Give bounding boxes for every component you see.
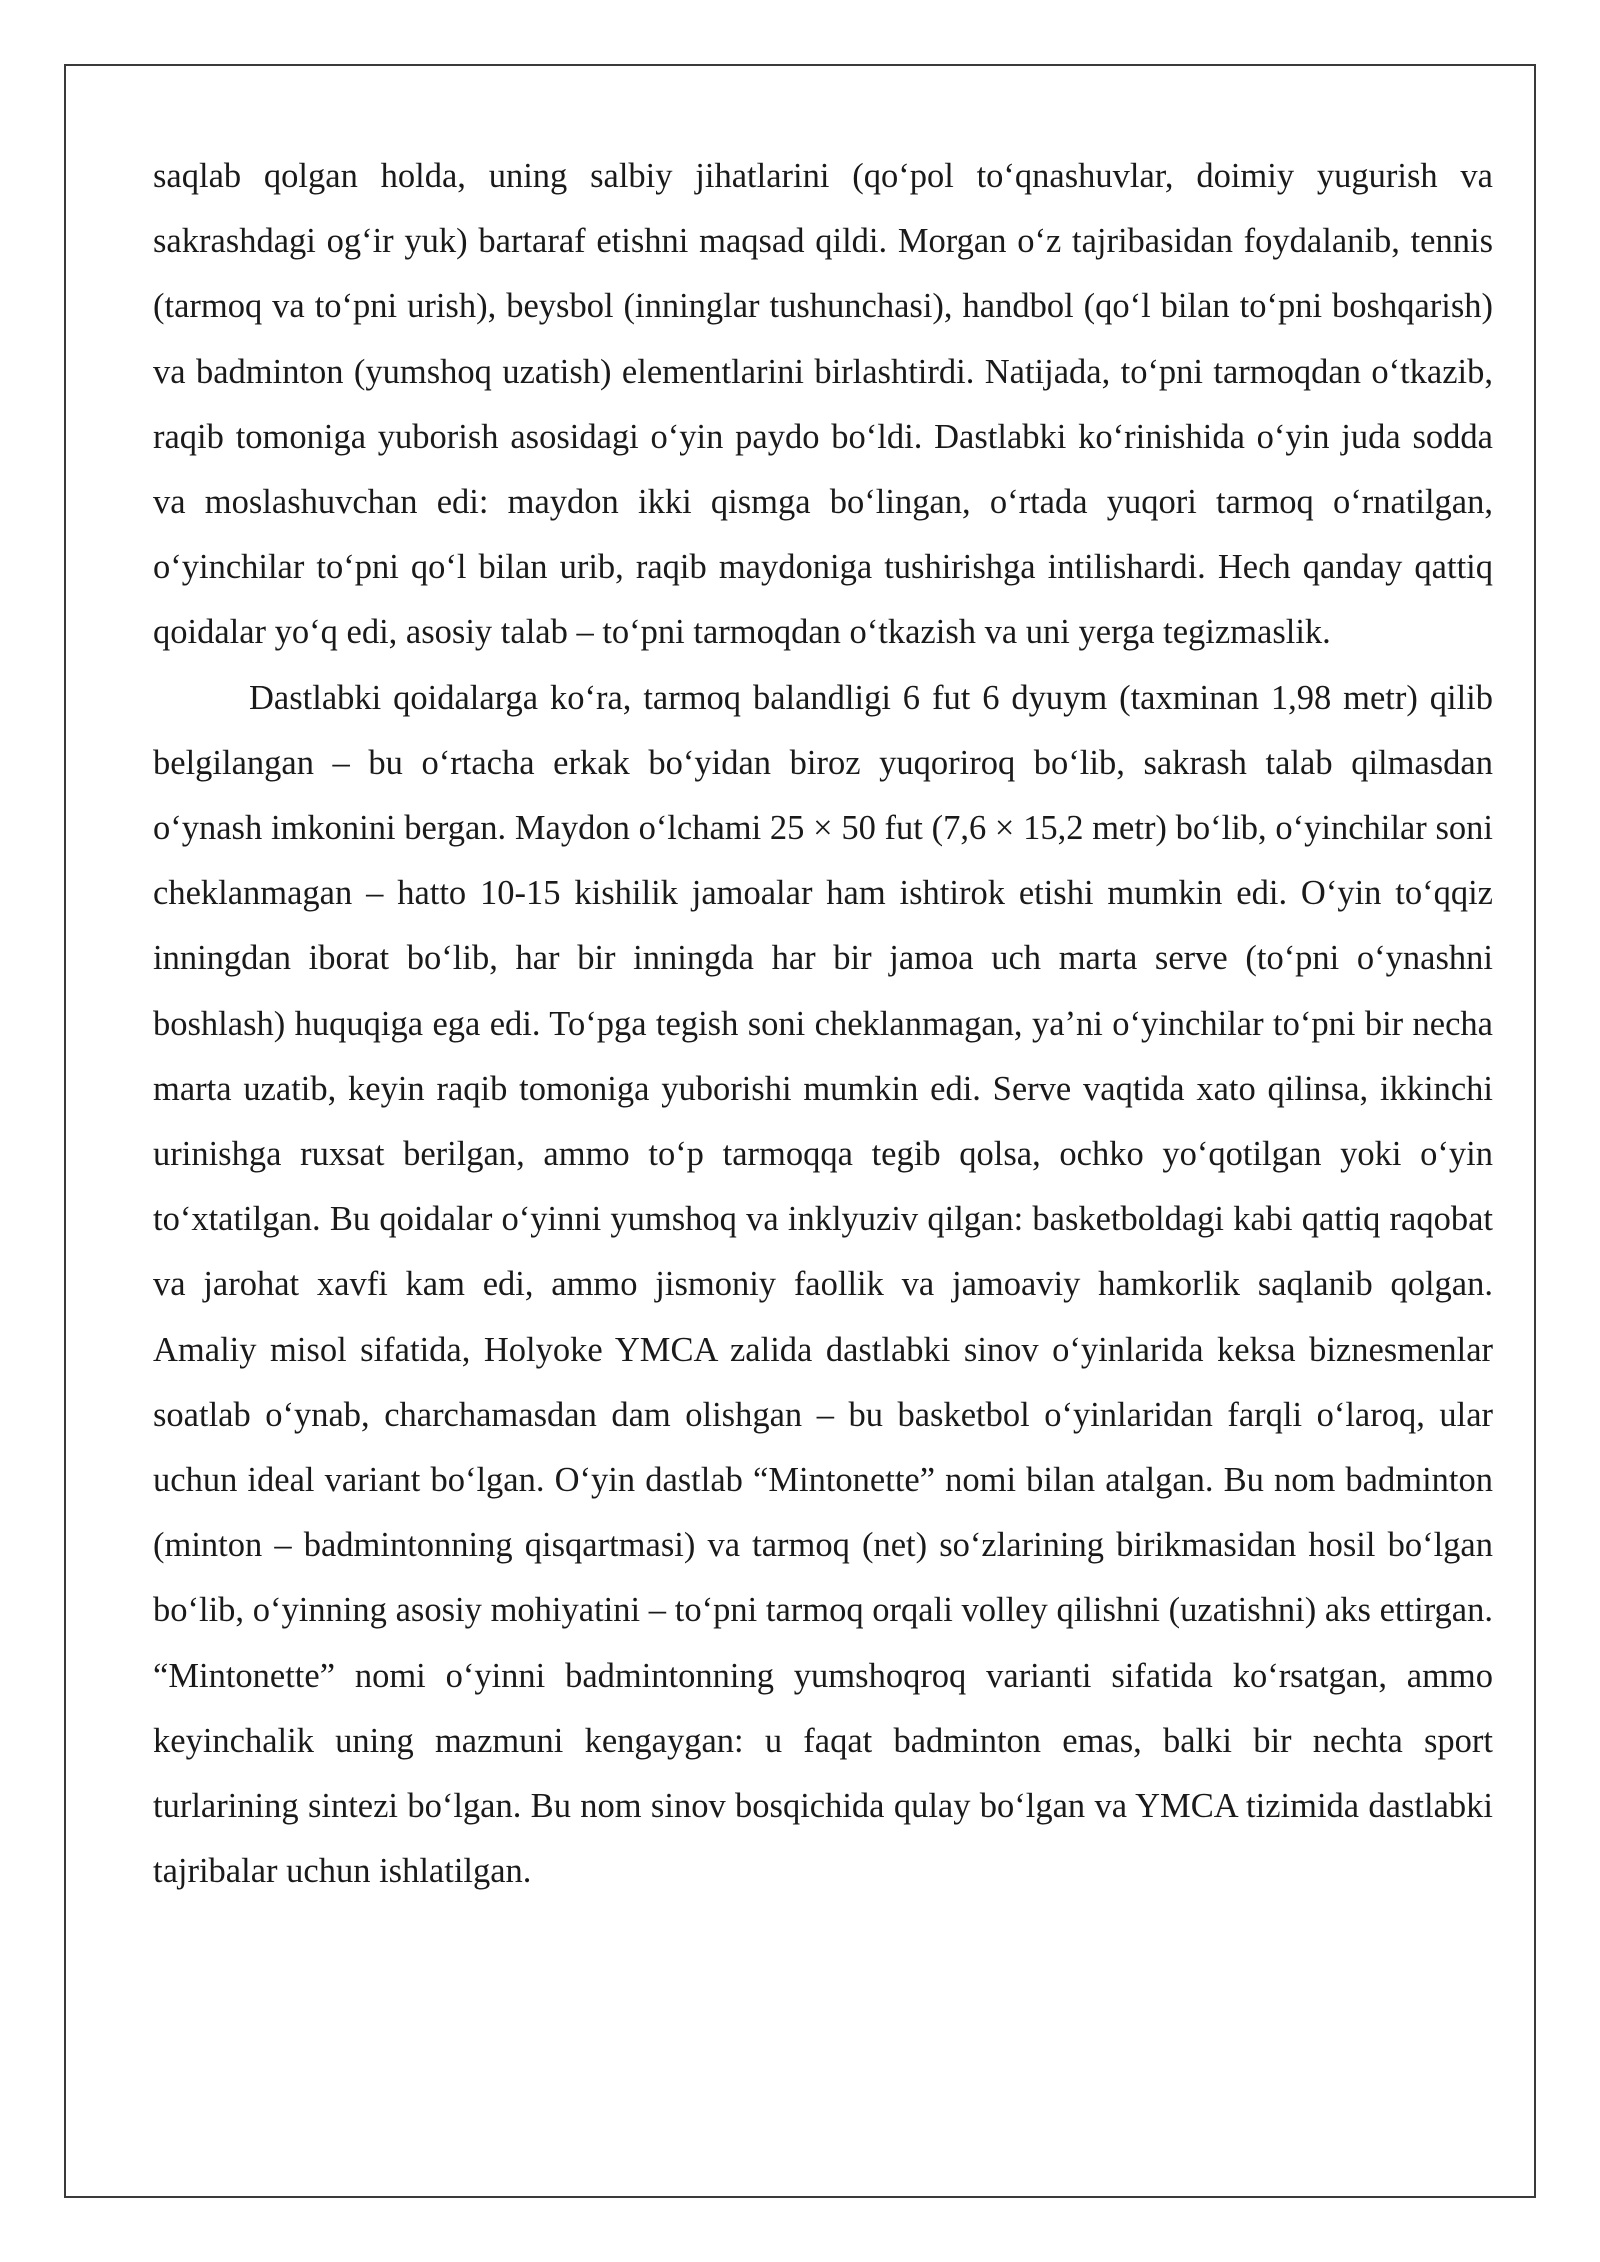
paragraph-continuation: saqlab qolgan holda, uning salbiy jihatlarini (qoʻpol toʻqnashuvlar, doimiy yugurish va sakrashdagi ogʻir yuk) bartaraf etishni maqsad qildi. Morgan oʻz tajribasidan foydalanib, tennis (tarmoq va toʻpni urish), beysbol (inninglar tushunchasi), handbol (qoʻl bilan toʻpni boshqarish) va badminton (yumshoq uzatish) elementlarini birlashtirdi. Natijada, toʻpni tarmoqdan oʻtkazib, raqib tomoniga yuborish asosidagi oʻyin paydo boʻldi. Dastlabki koʻrinishida oʻyin juda sodda va moslashuvchan edi: maydon ikki qismga boʻlingan, oʻrtada yuqori tarmoq oʻrnatilgan, oʻyinchilar toʻpni qoʻl bilan urib, raqib maydoniga tushirishga intilishardi. Hech qanday qattiq qoidalar yoʻq edi, asosiy talab – toʻpni tarmoqdan oʻtkazish va uni yerga tegizmaslik. [153,157,1493,652]
document-body [153,144,1493,1904]
paragraph-rules: Dastlabki qoidalarga koʻra, tarmoq balandligi 6 fut 6 dyuym (taxminan 1,98 metr) qilib belgilangan – bu oʻrtacha erkak boʻyidan biroz yuqoriroq boʻlib, sakrash talab qilmasdan oʻynash imkonini bergan. Maydon oʻlchami 25 × 50 fut (7,6 × 15,2 metr) boʻlib, oʻyinchilar soni cheklanmagan – hatto 10-15 kishilik jamoalar ham ishtirok etishi mumkin edi. Oʻyin toʻqqiz inningdan iborat boʻlib, har bir inningda har bir jamoa uch marta serve (toʻpni oʻynashni boshlash) huquqiga ega edi. Toʻpga tegish soni cheklanmagan, yaʼni oʻyinchilar toʻpni bir necha marta uzatib, keyin raqib tomoniga yuborishi mumkin edi. Serve vaqtida xato qilinsa, ikkinchi urinishga ruxsat berilgan, ammo toʻp tarmoqqa tegib qolsa, ochko yoʻqotilgan yoki oʻyin toʻxtatilgan. Bu qoidalar oʻyinni yumshoq va inklyuziv qilgan: basketboldagi kabi qattiq raqobat va jarohat xavfi kam edi, ammo jismoniy faollik va jamoaviy hamkorlik saqlanib qolgan. Amaliy misol sifatida, Holyoke YMCA zalida dastlabki sinov oʻyinlarida keksa biznesmenlar soatlab oʻynab, charchamasdan dam olishgan – bu basketbol oʻyinlaridan farqli oʻlaroq, ular uchun ideal variant boʻlgan. Oʻyin dastlab “Mintonette” nomi bilan atalgan. Bu nom badminton (minton – badmintonning qisqartmasi) va tarmoq (net) soʻzlarining birikmasidan hosil boʻlgan boʻlib, oʻyinning asosiy mohiyatini – toʻpni tarmoq orqali volley qilishni (uzatishni) aks ettirgan. “Mintonette” nomi oʻyinni badmintonning yumshoqroq varianti sifatida koʻrsatgan, ammo keyinchalik uning mazmuni kengaygan: u faqat badminton emas, balki bir nechta sport turlarining sintezi boʻlgan. Bu nom sinov bosqichida qulay boʻlgan va YMCA tizimida dastlabki tajribalar uchun ishlatilgan. [153,678,1493,1891]
